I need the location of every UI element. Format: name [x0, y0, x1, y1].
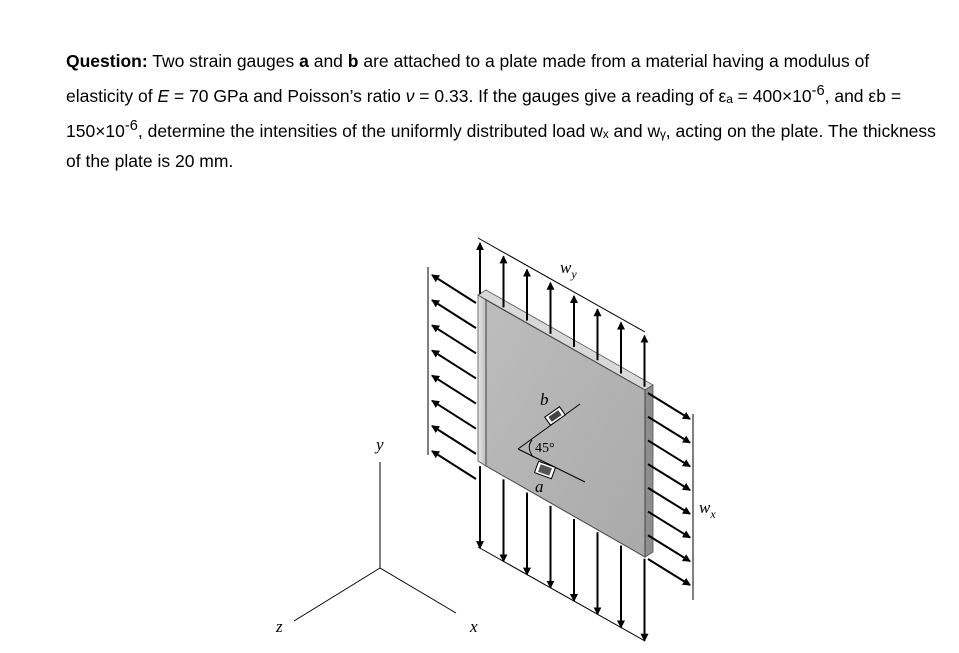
- wx-arrow-right: [648, 464, 690, 490]
- wx-arrow-right: [648, 535, 690, 561]
- axis-z-label: z: [276, 617, 283, 636]
- wx-arrows-left: [432, 275, 476, 479]
- wx-arrow-left: [432, 401, 476, 429]
- wx-arrow-left: [432, 300, 476, 328]
- axis-y-label: y: [376, 435, 384, 454]
- wx-arrow-right: [648, 440, 690, 466]
- wx-arrow-left: [432, 376, 476, 404]
- coordinate-axes: [294, 462, 456, 621]
- gauge-a-label: a: [535, 477, 544, 496]
- wx-arrow-right: [648, 488, 690, 514]
- axis-x-label: x: [470, 617, 478, 636]
- wy-label: $w_y$: [560, 258, 577, 281]
- wx-arrow-left: [432, 350, 476, 378]
- wx-arrow-right: [648, 417, 690, 443]
- wx-arrow-left: [432, 451, 476, 479]
- angle-label: 45°: [535, 441, 555, 456]
- wx-arrow-left: [432, 275, 476, 303]
- wx-arrow-right: [648, 393, 690, 419]
- wx-label: $w_x$: [699, 498, 716, 521]
- gauge-b-label: b: [540, 390, 549, 409]
- question-text: Question: Two strain gauges a and b are attached to a plate made from a material having a modulus of elasticity of E = 70 GPa and Poisson’s ratio ν = 0.33. If the gauges give a reading of $\varepsilon_a = 400\times 10^{-6}$, and $\varepsilon b = 150\times 10^{-6}$, determine the intensities of the uniformly distributed load wₓ and wᵧ, acting on the plate. The thickness of the plate is 20 mm.: [66, 51, 936, 171]
- question-label: Question:: [66, 51, 148, 71]
- wx-arrows-right: [648, 393, 690, 585]
- wx-arrow-right: [648, 559, 690, 585]
- wx-arrow-left: [432, 325, 476, 353]
- wx-arrow-right: [648, 512, 690, 538]
- wx-arrow-left: [432, 426, 476, 454]
